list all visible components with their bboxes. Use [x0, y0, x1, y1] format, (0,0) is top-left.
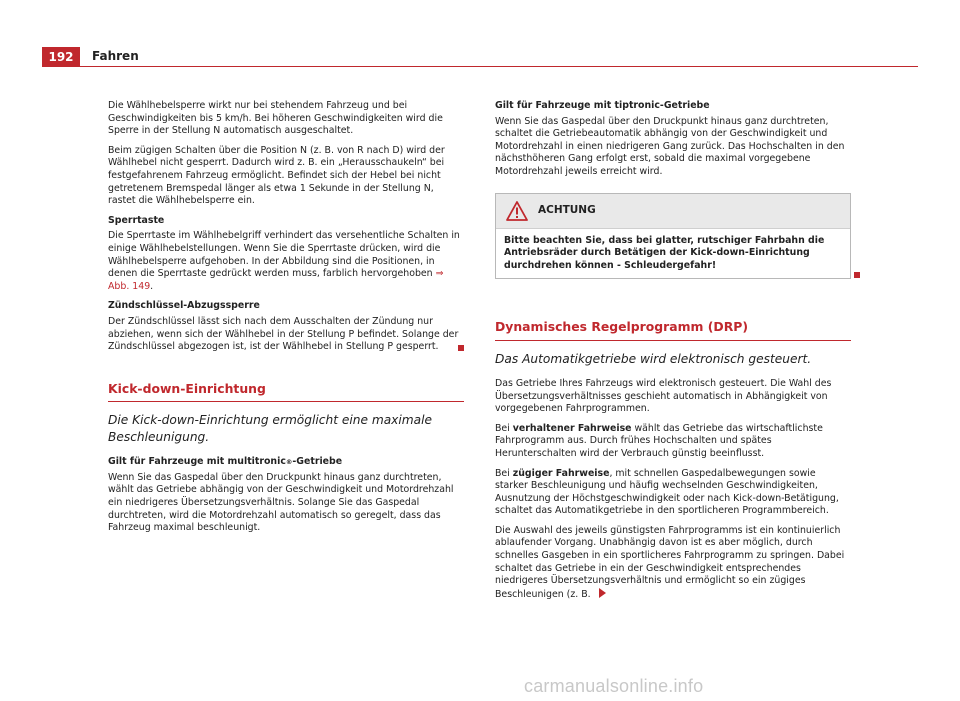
subheading-tiptronic: Gilt für Fahrzeuge mit tiptronic-Getriebe	[495, 100, 710, 111]
drp-moderate-bold: verhaltener Fahrweise	[512, 422, 632, 434]
paragraph-drp-moderate	[495, 423, 851, 461]
warning-box	[495, 193, 851, 280]
drp-moderate-pre: Bei	[495, 422, 513, 434]
sperrtaste-text: Die Sperrtaste im Wählhebelgriff verhindert das versehentliche Schalten in einige Wählhebelstellungen. Wenn Sie die Sperrtaste drücken, wird die Wählhebelsperre aufgehoben. In der Abbildung sind die Positionen, in denen die Sperrtaste gedrückt werden muss, farblich hervorgehoben	[108, 230, 460, 280]
drp-sporty-bold: zügiger Fahrweise	[512, 467, 610, 479]
subheading-sperrtaste: Sperrtaste	[108, 214, 165, 226]
section-title-drp: Dynamisches Regelprogramm (DRP)	[495, 321, 851, 341]
left-column	[108, 100, 464, 542]
drp-sporty-post: , mit schnellen Gaspedalbewegungen sowie starker Beschleunigung und häufig wechselnden Geschwindigkeiten, Ausnutzung der Höchstgeschwindigkeit oder nach Kick-down-Betätigung, schaltet das Automatikgetriebe in den sportlicheren Programmbereich.	[495, 467, 839, 517]
paragraph-drp-sporty	[495, 468, 851, 518]
warning-triangle-icon	[506, 201, 528, 221]
paragraph-drp-intro: Das Getriebe Ihres Fahrzeugs wird elektronisch gesteuert. Die Wahl des Übersetzungsverhältnisses geschieht automatisch in Abhängigkeit von vorgegebenen Fahrprogrammen.	[495, 377, 832, 415]
subheading-key-lock: Zündschlüssel-Abzugssperre	[108, 300, 260, 312]
continue-arrow-icon	[599, 588, 606, 598]
paragraph-quick-shift: Beim zügigen Schalten über die Position N (z. B. von R nach D) wird der Wählhebel nicht gesperrt. Dadurch wird z. B. ein „Herausschaukeln“ bei festgefahrenem Fahrzeug ermöglicht. Befindet sich der Hebel bei nicht getretenem Bremspedal länger als etwa 1 Sekunde in der Stellung N, rastet die Wählhebelsperre ein.	[108, 144, 445, 207]
drp-continuous-text: Die Auswahl des jeweils günstigsten Fahrprogramms ist ein kontinuierlich ablaufender Vorgang. Unabhängig davon ist es aber möglich, durch schnelles Gasgeben in ein sportlicheres Fahrprogramm zu springen. Dabei schaltet das Getriebe in ein der Geschwindigkeit entsprechendes niedrigeres Übersetzungsverhältnis und ermöglicht so ein zügiges Beschleunigen (z. B.	[495, 524, 845, 600]
right-column	[495, 100, 851, 608]
paragraph-key-lock	[108, 316, 464, 354]
paragraph-drp-continuous	[495, 525, 851, 602]
paragraph-multitronic: Wenn Sie das Gaspedal über den Druckpunkt hinaus ganz durchtreten, wählt das Getriebe abhängig von der Geschwindigkeit und Motordrehzahl ein niedrigeres Übersetzungsverhältnis. Solange Sie das Gaspedal durchtreten, wird die Motordrehzahl automatisch so geregelt, dass das Fahrzeug maximal beschleunigt.	[108, 471, 454, 534]
section-title-kickdown: Kick-down-Einrichtung	[108, 383, 464, 403]
paragraph-selector-lock: Die Wählhebelsperre wirkt nur bei stehendem Fahrzeug und bei Geschwindigkeiten bis 5 km/h. Bei höheren Geschwindigkeiten wird die Sperre in der Stellung N automatisch ausgeschaltet.	[108, 100, 443, 137]
watermark: carmanualsonline.info	[524, 676, 704, 696]
paragraph-sperrtaste	[108, 230, 464, 293]
lead-kickdown: Die Kick-down-Einrichtung ermöglicht eine maximale Beschleunigung.	[108, 413, 432, 445]
paragraph-tiptronic: Wenn Sie das Gaspedal über den Druckpunkt hinaus ganz durchtreten, schaltet die Getriebeautomatik abhängig von der Geschwindigkeit und Motordrehzahl in einen niedrigeren Gang zurück. Das Hochschalten in den nächsthöheren Gang erfolgt erst, sobald die maximal vorgegebene Motordrehzahl jeweils erreicht wird.	[495, 115, 845, 177]
warning-header	[496, 194, 850, 229]
multitronic-title-a: Gilt für Fahrzeuge mit multitronic	[108, 456, 286, 468]
multitronic-title-b: -Getriebe	[292, 456, 343, 468]
section-end-marker	[458, 345, 464, 351]
warning-end-marker	[854, 272, 860, 278]
header-divider	[80, 66, 918, 67]
registered-mark: ®	[285, 458, 293, 467]
drp-sporty-pre: Bei	[495, 467, 513, 479]
subheading-multitronic	[108, 456, 464, 469]
warning-text: Bitte beachten Sie, dass bei glatter, rutschiger Fahrbahn die Antriebsräder durch Betätigen der Kick-down-Einrichtung durchdrehen können - Schleudergefahr!	[504, 234, 825, 271]
drp-moderate-post: wählt das Getriebe das wirtschaftlichste Fahrprogramm aus. Durch frühes Hochschalten und spätes Herunterschalten wird der Verbrauch günstig beeinflusst.	[495, 422, 823, 459]
warning-title: ACHTUNG	[538, 204, 596, 217]
page-number: 192	[42, 47, 80, 67]
key-lock-text: Der Zündschlüssel lässt sich nach dem Ausschalten der Zündung nur abziehen, wenn sich der Wählhebel in der Stellung P befindet. Solange der Zündschlüssel abgezogen ist, ist der Wählhebel in Stellung P gesperrt.	[108, 315, 459, 353]
figure-reference-link[interactable]: ⇒ Abb. 149	[108, 268, 444, 292]
sperrtaste-period: .	[150, 280, 154, 292]
page-title: Fahren	[92, 49, 139, 63]
lead-drp: Das Automatikgetriebe wird elektronisch gesteuert.	[495, 351, 812, 366]
